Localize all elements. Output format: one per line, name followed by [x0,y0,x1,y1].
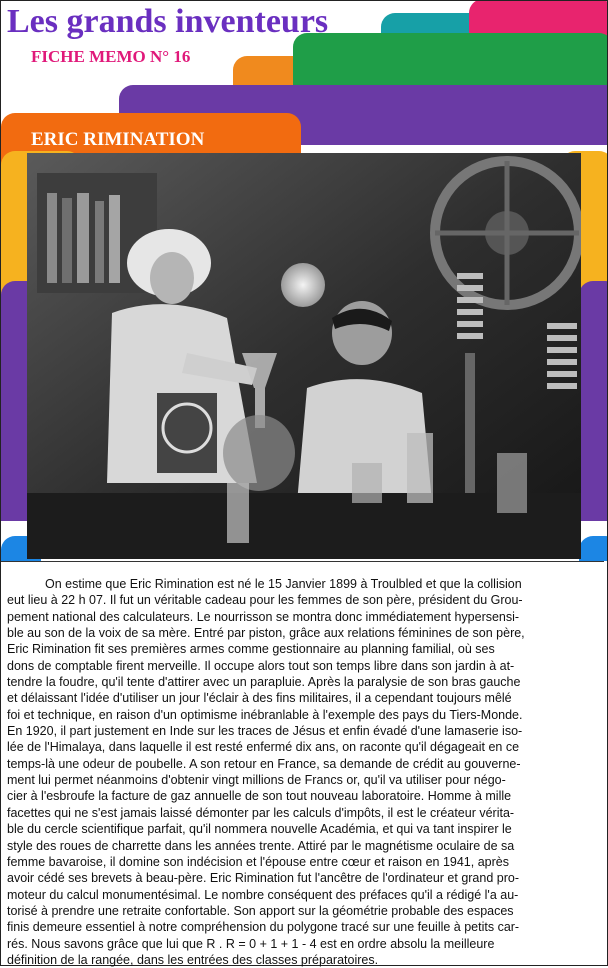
text-line: torisé à prendre une retraite confortable. Son apport sur la géométrie probable des espaces [7,903,514,918]
right-purple-band [579,281,607,521]
memo-number: FICHE MEMO N° 16 [31,47,191,66]
biography-box [1,561,604,967]
text-line: cier à l'esbroufe la facture de gaz annuelle de son tout nouveau laboratoire. Homme à mille [7,789,512,804]
biography-text [7,576,600,968]
text-line: foi et technique, en raison d'un optimisme inébranlable à l'exemple des pays du Tiers-Monde. [7,707,523,722]
text-line: On estime que Eric Rimination est né le 15 Janvier 1899 à Troulbled et que la collision [45,577,522,591]
text-line: et délaissant l'idée d'utiliser un jour l'éclair à des fins militaires, il a cependant toujours mêlé [7,691,512,706]
page-title: Les grands inventeurs [7,3,329,40]
text-line: Eric Rimination fit ses premières armes comme gestionnaire au planning familial, où ses [7,642,495,657]
text-line: dons de comptable firent merveille. Il occupe alors tout son temps libre dans son jardin à at- [7,658,515,673]
text-line: tendre la foudre, qu'il tente d'attirer avec un parapluie. Après la paralysie de son bras gauche [7,675,521,690]
text-line: ble au son de la voix de sa mère. Entré par piston, grâce aux relations féminines de son père, [7,626,525,641]
text-line: lée de l'Himalaya, dans laquelle il est resté enfermé dix ans, on raconte qu'il dégageait en ce [7,740,520,755]
text-line: moteur du calcul monumentésimal. Le nombre conséquent des préfaces qu'il a rédigé l'a au- [7,887,519,902]
text-line: En 1920, il part justement en Inde sur les traces de Jésus et enfin évadé d'une lamaserie iso- [7,724,523,739]
inventor-name: ERIC RIMINATION [31,129,205,150]
text-line: finis demeure essentiel à notre compréhension du polygone tracé sur une feuille à petits car- [7,920,520,935]
text-line: avoir cédé ses brevets à beau-père. Eric Rimination fut l'ancêtre de l'ordinateur et grand pro- [7,871,519,886]
header-banner [1,1,607,561]
text-line: temps-là une odeur de poubelle. A son retour en France, sa demande de crédit au gouverne- [7,756,521,771]
text-line: facettes qui ne s'est jamais laissé démonter par les calculs d'impôts, il est le créateur vérita- [7,805,515,820]
text-line: pement national des calculateurs. Le nourrisson se montra donc immédiatement hypersensi- [7,609,520,624]
text-line: femme bavaroise, il domine son indécision et l'épouse entre cœur et raison en 1941, après [7,854,509,869]
text-line: eut lieu à 22 h 07. Il fut un véritable cadeau pour les femmes de son père, président du Grou- [7,593,523,608]
text-line: rés. Nous savons grâce que lui que R . R = 0 + 1 + 1 - 4 est en ordre absolu la meilleure [7,936,495,951]
green-band [293,33,607,93]
text-line: définition de la rangée, dans les entrées des classes préparatoires. [7,952,379,967]
text-line: ment lui permet néanmoins d'obtenir vingt millions de Francs or, qu'il va utiliser pour négo- [7,773,506,788]
laboratory-photo [27,153,581,559]
right-blue-band [579,536,607,561]
gear-machine [435,161,579,305]
text-line: ble du cercle scientifique parfait, qu'il nommera nouvelle Académia, et qui va tant inspirer le [7,822,512,837]
text-line: style des roues de charrette dans les années trente. Attiré par le magnétisme oculaire de sa [7,838,515,853]
